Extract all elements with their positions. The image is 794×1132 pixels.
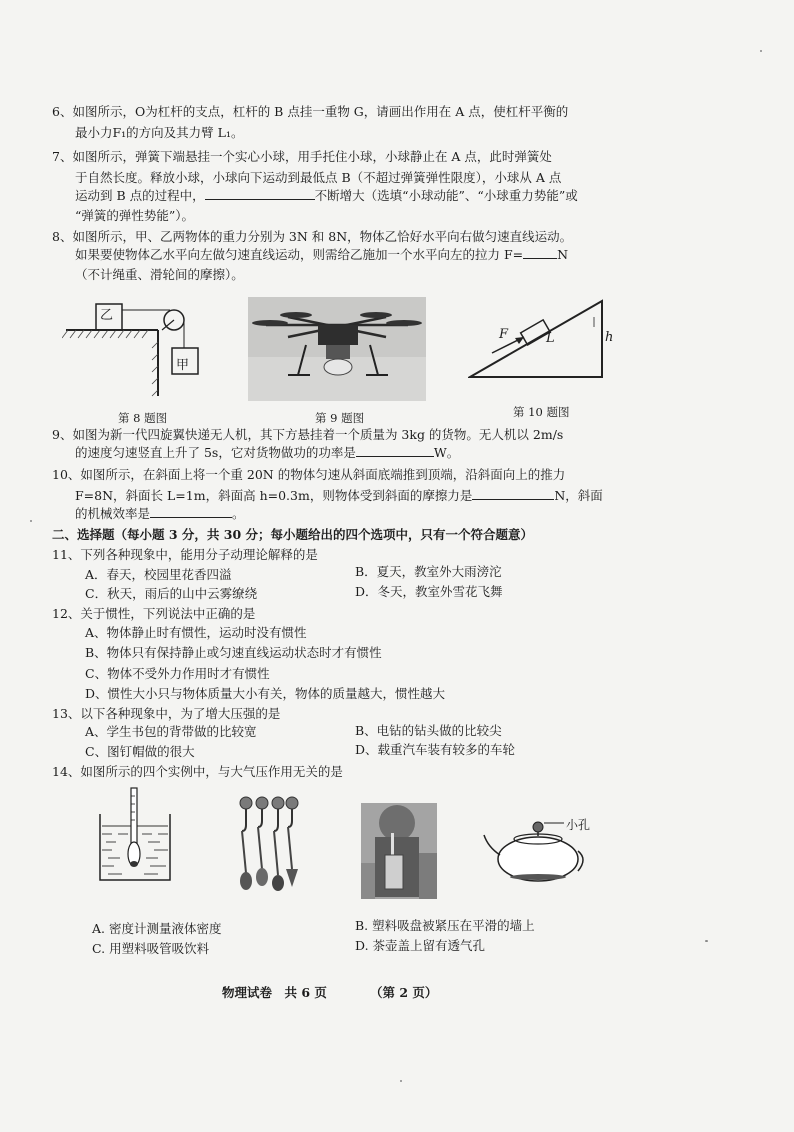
q12-option-c[interactable]: C、物体不受外力作用时才有惯性 xyxy=(85,666,270,681)
label-L: L xyxy=(546,331,555,346)
q7-line3-text: 运动到 B 点的过程中， xyxy=(75,188,205,203)
q14-option-a[interactable]: A. 密度计测量液体密度 xyxy=(92,921,222,936)
q12-stem: 12、关于惯性，下列说法中正确的是 xyxy=(52,606,256,621)
section2-heading: 二、选择题（每小题 3 分，共 30 分；每小题给出的四个选项中，只有一个符合题意） xyxy=(52,527,534,542)
q10-efficiency-blank[interactable] xyxy=(150,505,232,518)
q13-option-d[interactable]: D、载重汽车装有较多的车轮 xyxy=(355,742,516,757)
q8-line2-text: 如果要使物体乙水平向左做匀速直线运动，则需给乙施加一个水平向左的拉力 F= xyxy=(75,247,524,262)
q8-line3: （不计绳重、滑轮间的摩擦）。 xyxy=(75,267,244,282)
q14-fig-drinking-photo xyxy=(361,803,437,899)
q13-stem: 13、以下各种现象中，为了增大压强的是 xyxy=(52,706,281,721)
scan-speck xyxy=(30,520,32,522)
fig10-caption: 第 10 题图 xyxy=(513,405,570,419)
label-yi: 乙 xyxy=(100,308,114,323)
fig8-caption: 第 8 题图 xyxy=(118,411,168,425)
q14-stem: 14、如图所示的四个实例中，与大气压作用无关的是 xyxy=(52,764,343,779)
q9-line2-text: 的速度匀速竖直上升了 5s，它对货物做功的功率是 xyxy=(75,445,356,460)
q10-friction-blank[interactable] xyxy=(472,487,554,500)
q10-line3-end: 。 xyxy=(232,506,245,521)
q9-answer-blank[interactable] xyxy=(356,444,434,457)
q6-line1: 6、如图所示，O为杠杆的支点，杠杆的 B 点挂一重物 G，请画出作用在 A 点，使杠杆平衡的 xyxy=(52,104,569,119)
q14-fig-suction-hooks xyxy=(232,795,306,891)
fig9-caption: 第 9 题图 xyxy=(315,411,365,425)
q9-line1: 9、如图为新一代四旋翼快递无人机，其下方悬挂着一个质量为 3kg 的货物。无人机以 2m/s xyxy=(52,427,564,442)
scan-speck xyxy=(760,50,762,52)
footer-page-number: （第 2 页） xyxy=(370,985,438,1000)
q7-line4: “弹簧的弹性势能”）。 xyxy=(75,208,195,223)
q9-line2 xyxy=(75,444,459,462)
q14-option-d[interactable]: D. 茶壶盖上留有透气孔 xyxy=(355,938,486,953)
q7-line1: 7、如图所示，弹簧下端悬挂一个实心小球，用手托住小球，小球静止在 A 点，此时弹簧处 xyxy=(52,149,552,164)
q8-line2 xyxy=(75,246,568,264)
q7-line2: 于自然长度。释放小球，小球向下运动到最低点 B（不超过弹簧弹性限度），小球从 A 点 xyxy=(75,170,562,185)
q10-line3-text: 的机械效率是 xyxy=(75,506,151,521)
q7-line3-rest: 不断增大（选填“小球动能”、“小球重力势能”或 xyxy=(314,188,578,203)
q9-unit: W。 xyxy=(433,445,460,460)
teapot-hole-label: 小孔 xyxy=(566,818,591,832)
scan-speck xyxy=(400,1080,402,1082)
q11-option-d[interactable]: D．冬天，教室外雪花飞舞 xyxy=(355,584,503,599)
q14-fig-hydrometer xyxy=(98,786,174,882)
q11-option-b[interactable]: B．夏天，教室外大雨滂沱 xyxy=(355,564,502,579)
q12-option-d[interactable]: D、惯性大小只与物体质量大小有关，物体的质量越大，惯性越大 xyxy=(85,686,446,701)
label-jia: 甲 xyxy=(176,358,190,373)
footer-total-pages: 物理试卷 共 6 页 xyxy=(222,985,327,1000)
q14-option-b[interactable]: B. 塑料吸盘被紧压在平滑的墙上 xyxy=(355,918,535,933)
q10-line2 xyxy=(75,487,603,505)
q10-line2-rest: N，斜面 xyxy=(554,488,603,503)
q11-stem: 11、下列各种现象中，能用分子动理论解释的是 xyxy=(52,547,318,562)
q10-line3 xyxy=(75,505,245,523)
q12-option-a[interactable]: A、物体静止时有惯性，运动时没有惯性 xyxy=(85,625,307,640)
fig8-pulley-diagram xyxy=(62,298,212,398)
fig9-drone-photo xyxy=(248,297,426,401)
q14-option-c[interactable]: C. 用塑料吸管吸饮料 xyxy=(92,941,210,956)
q8-unit: N xyxy=(557,247,569,262)
q13-option-c[interactable]: C、图钉帽做的很大 xyxy=(85,744,195,759)
q6-line2: 最小力F₁的方向及其力臂 L₁。 xyxy=(75,125,244,140)
q10-line1: 10、如图所示，在斜面上将一个重 20N 的物体匀速从斜面底端推到顶端，沿斜面向上的推力 xyxy=(52,467,566,482)
q7-answer-blank[interactable] xyxy=(205,187,315,200)
q8-answer-blank[interactable] xyxy=(523,246,557,259)
q8-line1: 8、如图所示，甲、乙两物体的重力分别为 3N 和 8N，物体乙恰好水平向右做匀速直线运动。 xyxy=(52,229,573,244)
q11-option-c[interactable]: C．秋天，雨后的山中云雾缭绕 xyxy=(85,586,258,601)
fig10-incline-diagram xyxy=(468,297,618,385)
q10-line2-text: F=8N，斜面长 L=1m，斜面高 h=0.3m，则物体受到斜面的摩擦力是 xyxy=(75,488,473,503)
label-h: h xyxy=(605,330,614,345)
q12-option-b[interactable]: B、物体只有保持静止或匀速直线运动状态时才有惯性 xyxy=(85,645,382,660)
q13-option-a[interactable]: A、学生书包的背带做的比较宽 xyxy=(85,724,257,739)
q11-option-a[interactable]: A．春天，校园里花香四溢 xyxy=(85,567,232,582)
q7-line3 xyxy=(75,187,578,205)
label-F: F xyxy=(499,327,509,342)
q13-option-b[interactable]: B、电钻的钻头做的比较尖 xyxy=(355,723,502,738)
scan-speck xyxy=(705,940,708,942)
